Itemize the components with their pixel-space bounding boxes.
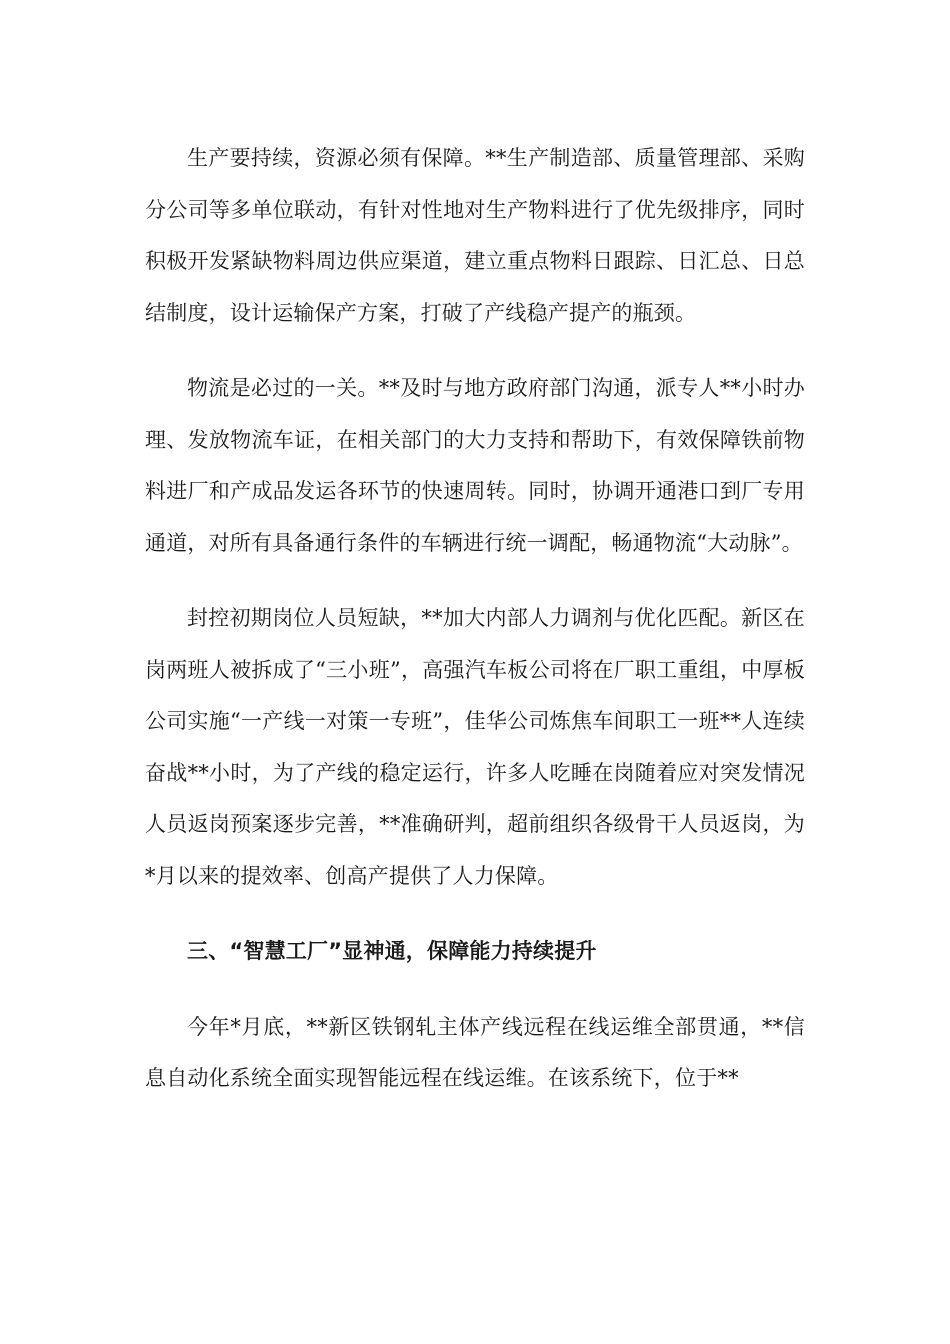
document-body (145, 133, 805, 1129)
paragraph-staffing: 封控初期岗位人员短缺，**加大内部人力调剂与优化匹配。新区在岗两班人被拆成了“三小班”，高强汽车板公司将在厂职工重组，中厚板公司实施“一产线一对策一专班”，佳华公司炼焦车间职工一班**人连续奋战**小时，为了产线的稳定运行，许多人吃睡在岗随着应对突发情况人员返岗预案逐步完善，**准确研判，超前组织各级骨干人员返岗，为*月以来的提效率、创高产提供了人力保障。 (145, 606, 805, 888)
section-heading: 三、“智慧工厂”显神通，保障能力持续提升 (187, 939, 597, 963)
paragraph-resources: 生产要持续，资源必须有保障。**生产制造部、质量管理部、采购分公司等多单位联动，有针对性地对生产物料进行了优先级排序，同时积极开发紧缺物料周边供应渠道，建立重点物料日跟踪、日汇总、日总结制度，设计运输保产方案，打破了产线稳产提产的瓶颈。 (145, 146, 805, 325)
paragraph-smart-factory: 今年*月底，**新区铁钢轧主体产线远程在线运维全部贯通，**信息自动化系统全面实现智能远程在线运维。在该系统下，位于** (145, 1014, 805, 1090)
paragraph-logistics: 物流是必过的一关。**及时与地方政府部门沟通，派专人**小时办理、发放物流车证，在相关部门的大力支持和帮助下，有效保障铁前物料进厂和产成品发运各环节的快速周转。同时，协调开通港口到厂专用通道，对所有具备通行条件的车辆进行统一调配，畅通物流“大动脉”。 (145, 376, 805, 555)
